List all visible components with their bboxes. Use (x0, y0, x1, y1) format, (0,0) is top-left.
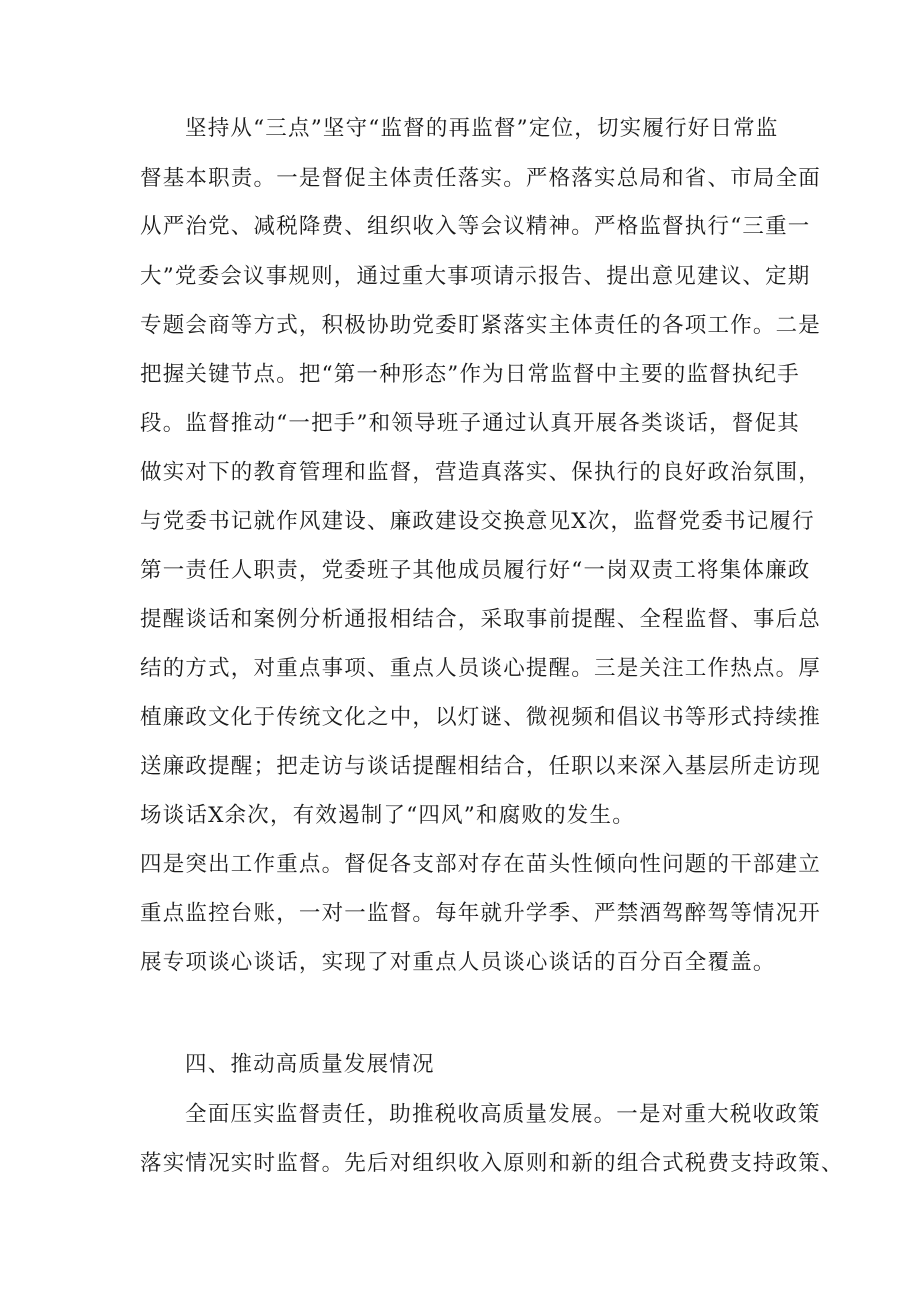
paragraph-line: 四是突出工作重点。督促各支部对存在苗头性倾向性问题的干部建立 (140, 852, 822, 877)
paragraph-line: 提醒谈话和案例分析通报相结合，采取事前提醒、全程监督、事后总 (140, 607, 822, 632)
paragraph-line: 做实对下的教育管理和监督，营造真落实、保执行的良好政治氛围， (140, 460, 822, 485)
paragraph-line: 大”党委会议事规则，通过重大事项请示报告、提出意见建议、定期 (140, 264, 811, 289)
paragraph-line: 送廉政提醒；把走访与谈话提醒相结合，任职以来深入基层所走访现 (140, 754, 822, 779)
paragraph-line: 督基本职责。一是督促主体责任落实。严格落实总局和省、市局全面 (140, 166, 822, 191)
paragraph-line: 坚持从“三点”坚守“监督的再监督”定位，切实履行好日常监 (185, 116, 779, 141)
paragraph-line: 植廉政文化于传统文化之中，以灯谜、微视频和倡议书等形式持续推 (140, 705, 822, 730)
paragraph-line: 与党委书记就作风建设、廉政建设交换意见X次，监督党委书记履行 (140, 509, 815, 534)
paragraph-line: 从严治党、减税降费、组织收入等会议精神。严格监督执行“三重一 (140, 214, 811, 239)
paragraph-line: 结的方式，对重点事项、重点人员谈心提醒。三是关注工作热点。厚 (140, 656, 822, 681)
paragraph-line: 专题会商等方式，积极协助党委盯紧落实主体责任的各项工作。二是 (140, 313, 822, 338)
paragraph-line: 段。监督推动“一把手”和领导班子通过认真开展各类谈话，督促其 (140, 411, 800, 436)
paragraph-line: 把握关键节点。把“第一种形态”作为日常监督中主要的监督执纪手 (140, 362, 800, 387)
paragraph-line: 第一责任人职责，党委班子其他成员履行好“一岗双责工将集体廉政 (140, 558, 811, 583)
paragraph-line: 场谈话X余次，有效遏制了“四风”和腐败的发生。 (140, 803, 635, 828)
paragraph-line: 重点监控台账，一对一监督。每年就升学季、严禁酒驾醉驾等情况开 (140, 901, 822, 926)
section-heading: 四、推动高质量发展情况 (185, 1052, 435, 1077)
paragraph-line: 落实情况实时监督。先后对组织收入原则和新的组合式税费支持政策、 (140, 1151, 844, 1176)
paragraph-line: 全面压实监督责任，助推税收高质量发展。一是对重大税收政策 (185, 1102, 821, 1127)
paragraph-line: 展专项谈心谈话，实现了对重点人员谈心谈话的百分百全覆盖。 (140, 950, 776, 975)
